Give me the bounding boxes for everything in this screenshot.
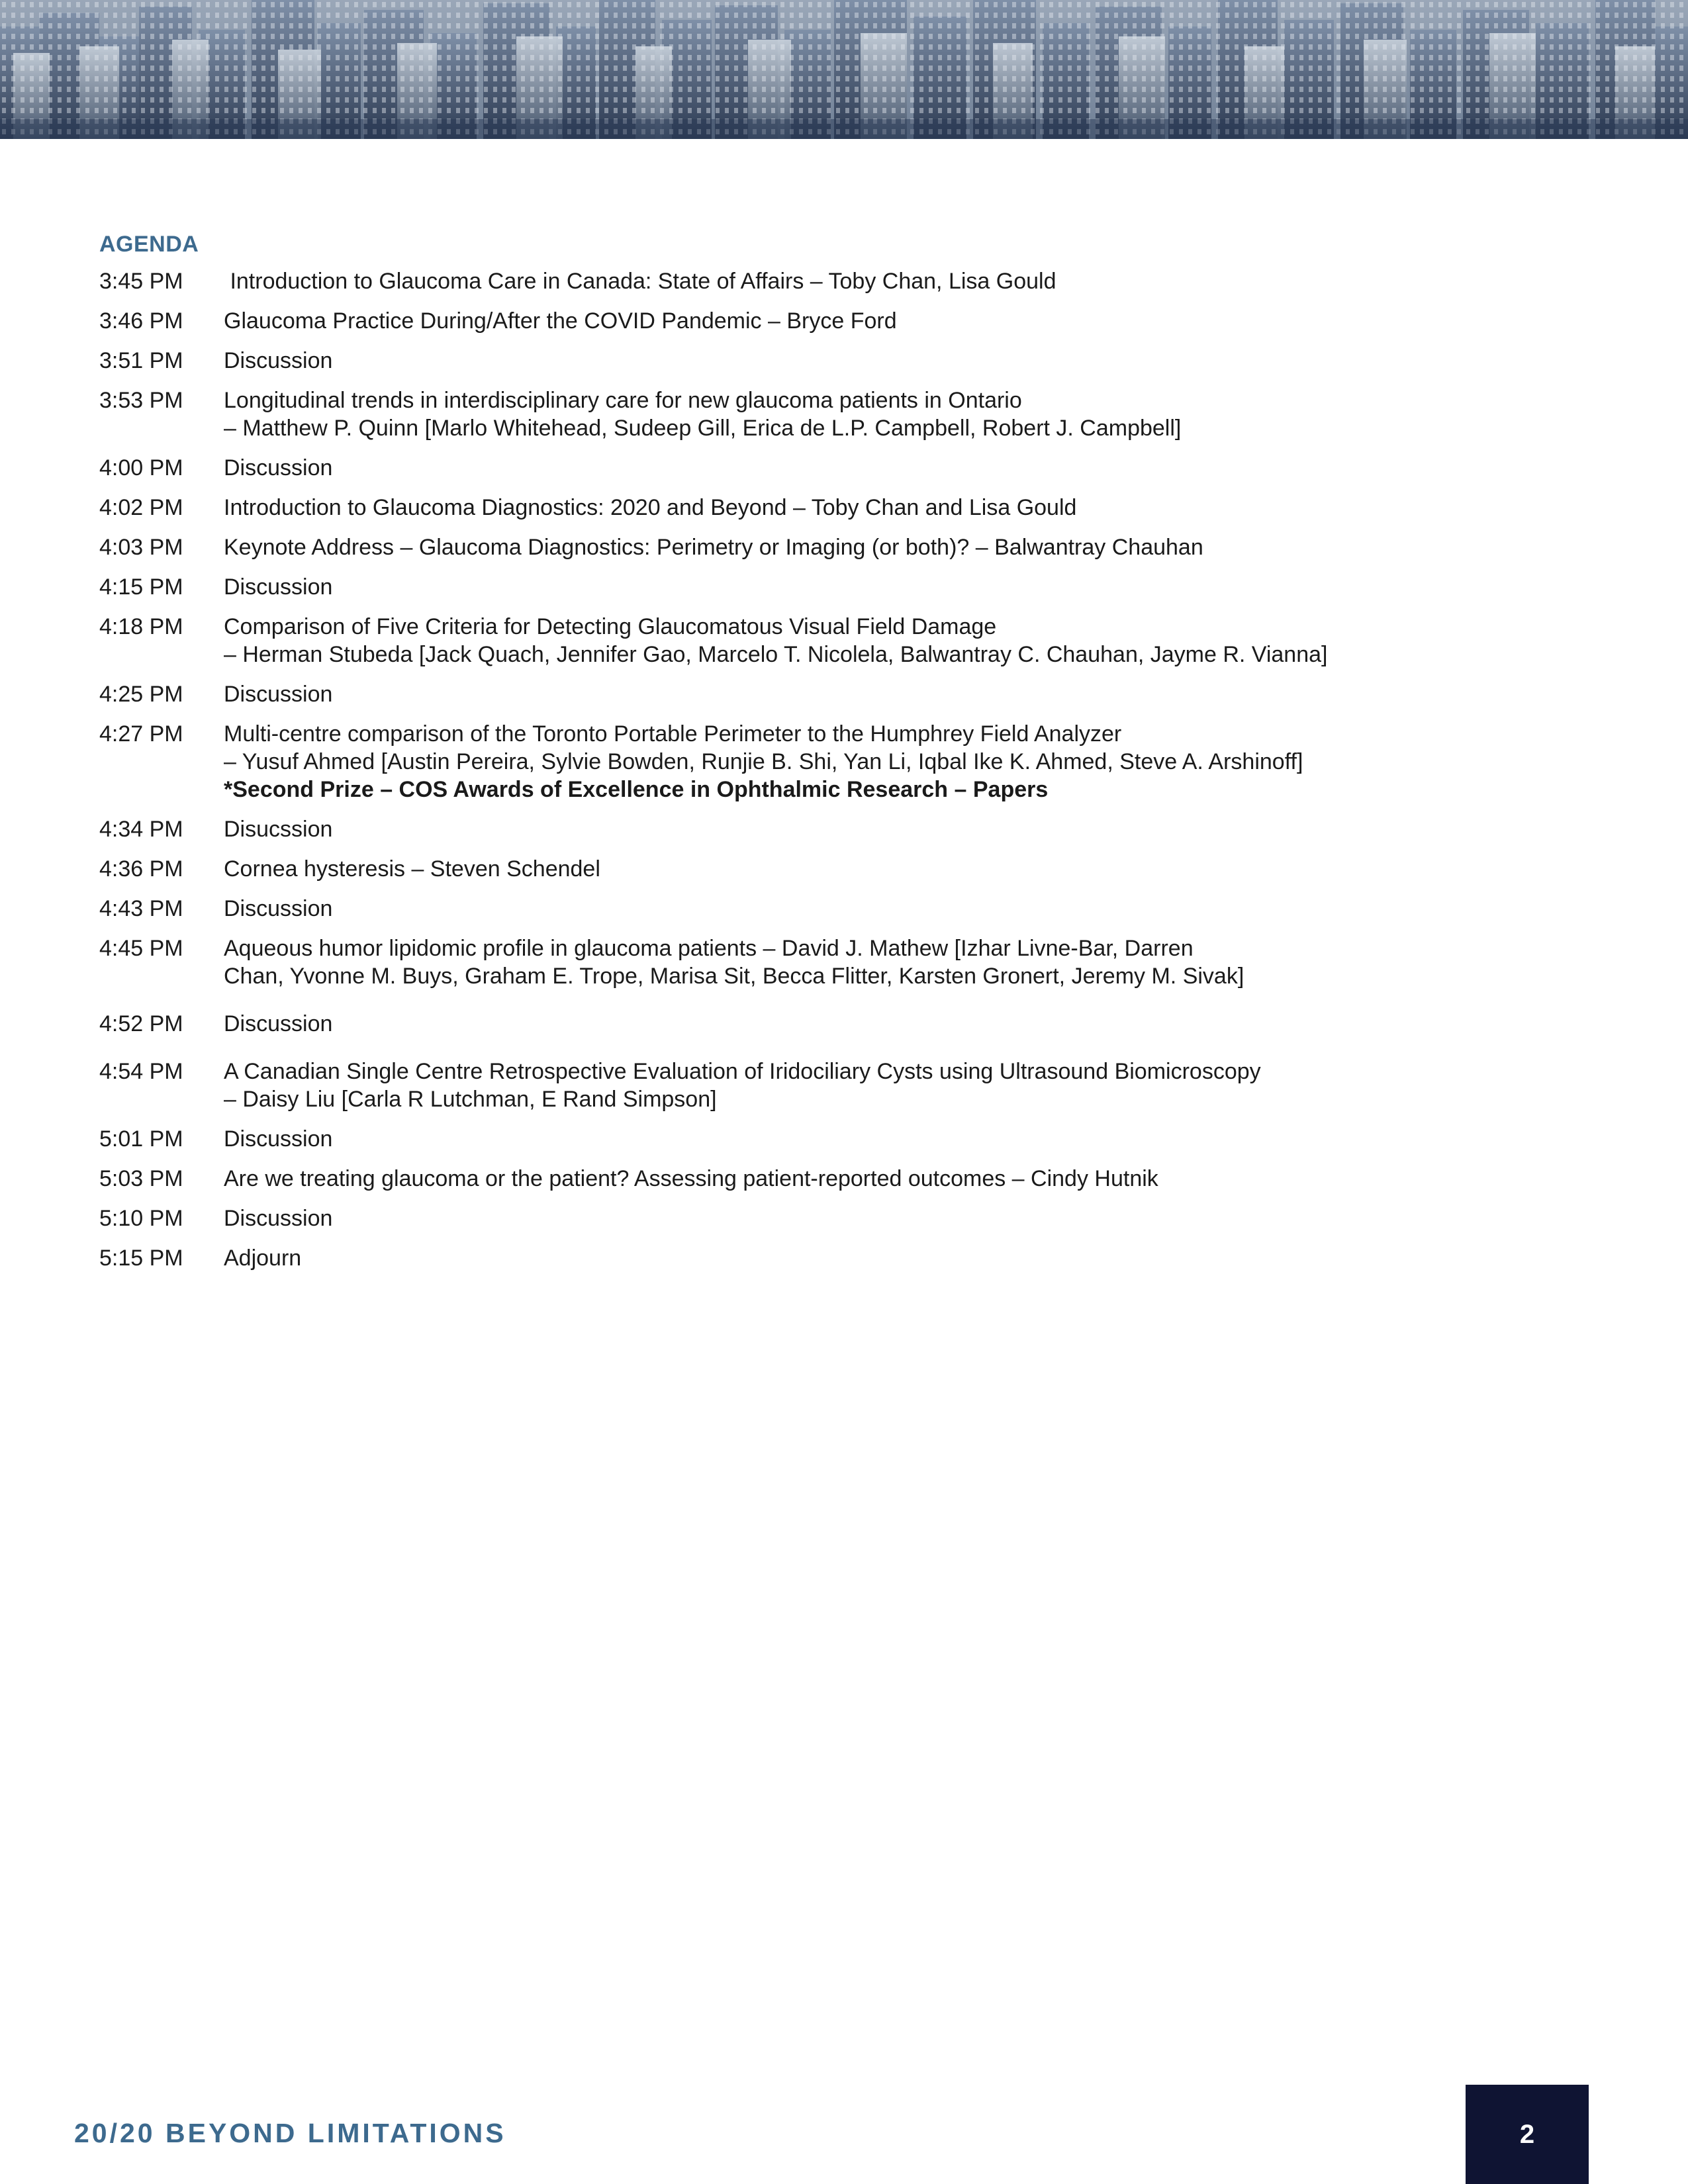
agenda-description <box>224 494 1589 522</box>
agenda-time: 4:25 PM <box>99 682 183 707</box>
agenda-description <box>224 1058 1589 1113</box>
skyline-graphic <box>0 0 1688 139</box>
agenda-line: – Daisy Liu [Carla R Lutchman, E Rand Simpson] <box>224 1087 717 1112</box>
agenda-line: Multi-centre comparison of the Toronto Portable Perimeter to the Humphrey Field Analyzer <box>224 721 1122 747</box>
agenda-line: Discussion <box>224 455 333 480</box>
agenda-item <box>99 307 1589 335</box>
agenda-item <box>99 895 1589 923</box>
agenda-line: Introduction to Glaucoma Diagnostics: 2020 and Beyond – Toby Chan and Lisa Gould <box>224 495 1077 520</box>
agenda-description <box>224 1165 1589 1193</box>
agenda-description <box>224 1244 1589 1272</box>
agenda-time: 4:03 PM <box>99 535 183 560</box>
agenda-item <box>99 855 1589 883</box>
agenda-description <box>224 680 1589 708</box>
agenda-line: Longitudinal trends in interdisciplinary care for new glaucoma patients in Ontario <box>224 388 1022 413</box>
agenda-item <box>99 454 1589 482</box>
agenda-time: 4:27 PM <box>99 721 183 747</box>
agenda-line: Discussion <box>224 1206 333 1231</box>
agenda-line: Comparison of Five Criteria for Detecting Glaucomatous Visual Field Damage <box>224 614 997 639</box>
agenda-item <box>99 1244 1589 1272</box>
agenda-time: 4:34 PM <box>99 817 183 842</box>
agenda-line: Adjourn <box>224 1246 302 1271</box>
award-note: *Second Prize – COS Awards of Excellence in Ophthalmic Research – Papers <box>224 777 1049 802</box>
agenda-line: Keynote Address – Glaucoma Diagnostics: Perimetry or Imaging (or both)? – Balwantray Chauhan <box>224 535 1203 560</box>
footer-event-title: 20/20 BEYOND LIMITATIONS <box>74 2118 506 2148</box>
agenda-description <box>224 454 1589 482</box>
agenda-time: 3:53 PM <box>99 388 183 413</box>
agenda-line: Are we treating glaucoma or the patient? Assessing patient-reported outcomes – Cindy Hutnik <box>224 1166 1158 1191</box>
agenda-line: Aqueous humor lipidomic profile in glaucoma patients – David J. Mathew [Izhar Livne-Bar, Darren <box>224 936 1194 961</box>
agenda-description <box>224 855 1589 883</box>
agenda-description <box>224 573 1589 601</box>
agenda-item <box>99 1058 1589 1113</box>
agenda-description <box>224 815 1589 843</box>
agenda-time: 4:00 PM <box>99 455 183 480</box>
agenda-item <box>99 533 1589 561</box>
agenda-description <box>224 387 1589 442</box>
agenda-line: – Yusuf Ahmed [Austin Pereira, Sylvie Bowden, Runjie B. Shi, Yan Li, Iqbal Ike K. Ahmed, Steve A. Arshinoff] <box>224 749 1303 774</box>
agenda-line: Discussion <box>224 896 333 921</box>
agenda-line: Discussion <box>224 1126 333 1152</box>
agenda-time: 4:15 PM <box>99 574 183 600</box>
agenda-item <box>99 1010 1589 1038</box>
agenda-line: A Canadian Single Centre Retrospective Evaluation of Iridociliary Cysts using Ultrasound Biomicroscopy <box>224 1059 1261 1084</box>
agenda-time: 4:45 PM <box>99 936 183 961</box>
agenda-item <box>99 1205 1589 1232</box>
agenda-line: Discussion <box>224 1011 333 1036</box>
agenda-time: 3:51 PM <box>99 348 183 373</box>
agenda-line: Disucssion <box>224 817 333 842</box>
page-number-box <box>1466 2085 1589 2184</box>
agenda-item <box>99 387 1589 442</box>
agenda-item <box>99 1125 1589 1153</box>
agenda-line: Introduction to Glaucoma Care in Canada: State of Affairs – Toby Chan, Lisa Gould <box>224 269 1056 294</box>
agenda-description <box>224 1010 1589 1038</box>
agenda-time: 3:46 PM <box>99 308 183 334</box>
agenda-time: 5:01 PM <box>99 1126 183 1152</box>
agenda-line: Glaucoma Practice During/After the COVID Pandemic – Bryce Ford <box>224 308 897 334</box>
agenda-item <box>99 720 1589 803</box>
agenda-section <box>99 229 1589 1284</box>
agenda-line: Cornea hysteresis – Steven Schendel <box>224 856 600 882</box>
agenda-line: – Herman Stubeda [Jack Quach, Jennifer Gao, Marcelo T. Nicolela, Balwantray C. Chauhan, Jayme R. Vianna] <box>224 642 1328 667</box>
page-number: 2 <box>1519 2119 1535 2149</box>
agenda-item <box>99 680 1589 708</box>
agenda-heading: AGENDA <box>99 232 199 257</box>
agenda-description <box>224 307 1589 335</box>
agenda-time: 4:52 PM <box>99 1011 183 1036</box>
agenda-time: 3:45 PM <box>99 269 183 294</box>
agenda-description <box>224 895 1589 923</box>
agenda-line: Discussion <box>224 348 333 373</box>
agenda-description <box>224 347 1589 375</box>
agenda-time: 4:18 PM <box>99 614 183 639</box>
agenda-description <box>224 533 1589 561</box>
header-skyline-image <box>0 0 1688 139</box>
agenda-description <box>224 613 1589 668</box>
agenda-item <box>99 573 1589 601</box>
agenda-item <box>99 267 1589 295</box>
agenda-line: Discussion <box>224 682 333 707</box>
agenda-item <box>99 494 1589 522</box>
agenda-item <box>99 613 1589 668</box>
agenda-time: 4:02 PM <box>99 495 183 520</box>
agenda-time: 4:54 PM <box>99 1059 183 1084</box>
agenda-time: 5:10 PM <box>99 1206 183 1231</box>
agenda-time: 5:03 PM <box>99 1166 183 1191</box>
agenda-time: 4:43 PM <box>99 896 183 921</box>
agenda-time: 4:36 PM <box>99 856 183 882</box>
agenda-line: Discussion <box>224 574 333 600</box>
agenda-item <box>99 347 1589 375</box>
agenda-line: – Matthew P. Quinn [Marlo Whitehead, Sudeep Gill, Erica de L.P. Campbell, Robert J. Campbell] <box>224 416 1182 441</box>
agenda-description <box>224 267 1589 295</box>
agenda-description <box>224 1125 1589 1153</box>
agenda-item <box>99 815 1589 843</box>
agenda-item <box>99 1165 1589 1193</box>
agenda-description <box>224 720 1589 803</box>
agenda-item <box>99 934 1589 990</box>
agenda-description <box>224 1205 1589 1232</box>
agenda-description <box>224 934 1589 990</box>
agenda-time: 5:15 PM <box>99 1246 183 1271</box>
agenda-line: Chan, Yvonne M. Buys, Graham E. Trope, Marisa Sit, Becca Flitter, Karsten Gronert, Jeremy M. Sivak] <box>224 964 1244 989</box>
